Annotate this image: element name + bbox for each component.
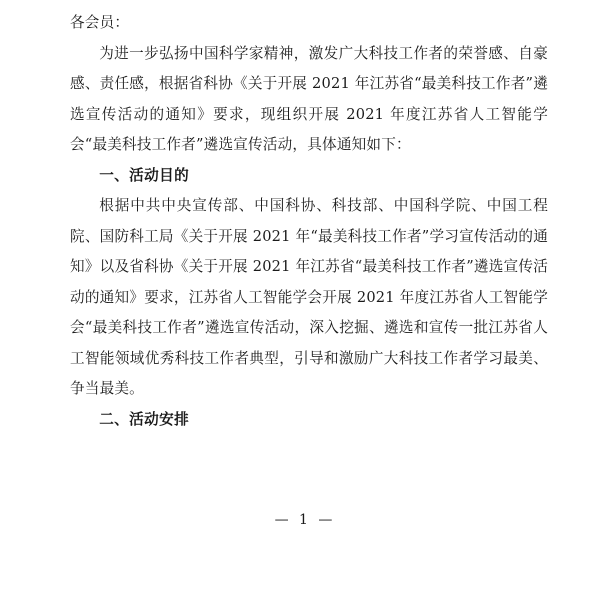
activity-purpose-paragraph: 根据中共中央宣传部、中国科协、科技部、中国科学院、中国工程院、国防科工局《关于开展 2021 年“最美科技工作者”学习宣传活动的通知》以及省科协《关于开展 2021 年江苏省“最美科技工作者”遴选宣传活动的通知》要求，江苏省人工智能学会开展 2021 年度江苏省人工智能学会“最美科技工作者”遴选宣传活动，深入挖掘、遴选和宣传一批江苏省人工智能领域优秀科技工作者典型，引导和激励广大科技工作者学习最美、争当最美。 — [70, 197, 548, 397]
section-heading-activity-purpose: 一、活动目的 — [99, 166, 190, 184]
document-body — [70, 8, 548, 435]
section-heading-activity-schedule: 二、活动安排 — [99, 410, 190, 428]
page-number-footer: — 1 — — [274, 512, 336, 528]
intro-paragraph: 为进一步弘扬中国科学家精神，激发广大科技工作者的荣誉感、自豪感、责任感，根据省科协《关于开展 2021 年江苏省“最美科技工作者”遴选宣传活动的通知》要求，现组织开展 2021 年度江苏省人工智能学会“最美科技工作者”遴选宣传活动，具体通知如下： — [70, 44, 548, 153]
salutation: 各会员： — [70, 14, 130, 31]
